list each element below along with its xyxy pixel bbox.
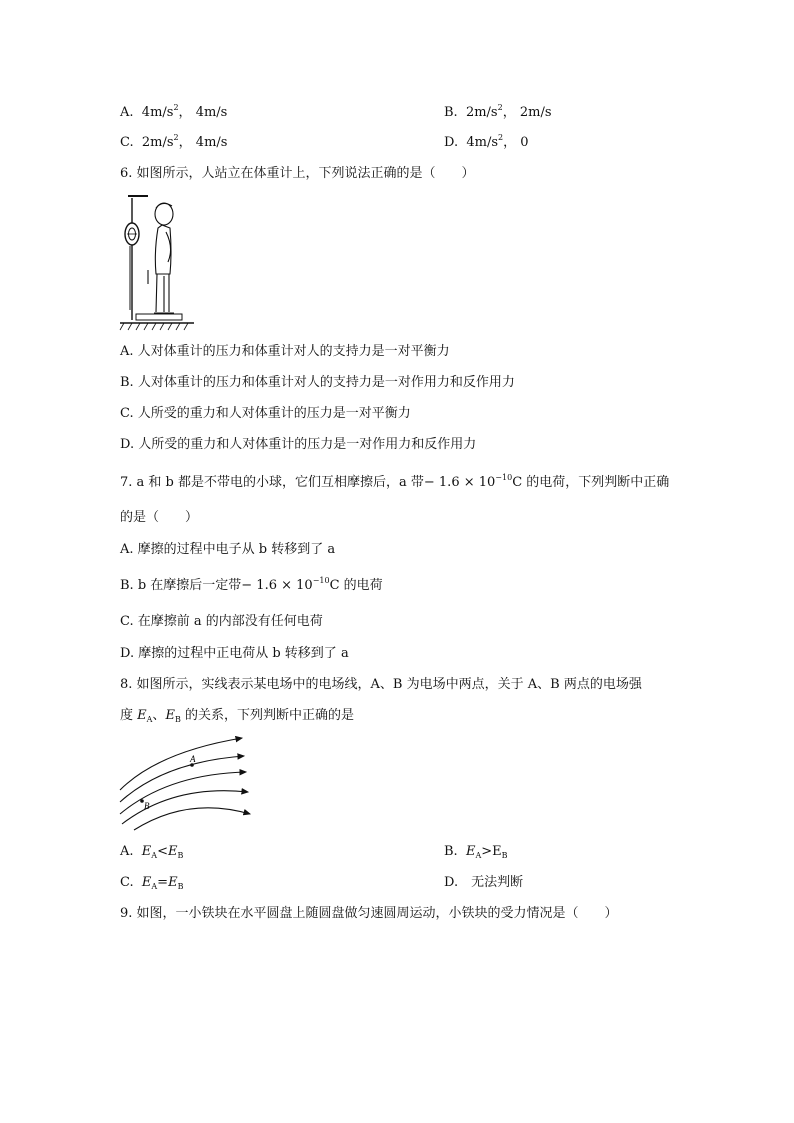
- q7-stem-line1: 7. a 和 b 都是不带电的小球，它们互相摩擦后，a 带− $1.6 \times 10^{-10}C$ 的电荷，下列判断中正确: [120, 473, 670, 490]
- scale-figure: [118, 192, 198, 332]
- q8-option-d: D. 无法判断: [444, 875, 524, 890]
- electric-field-figure: [118, 732, 258, 832]
- q7-stem-line2: 的是（ ）: [120, 510, 199, 525]
- q7-option-a: A. 摩擦的过程中电子从 b 转移到了 a: [120, 542, 336, 557]
- q5-option-c: C. $2m/s^2$， 4m/s: [120, 133, 228, 150]
- point-b-label: B: [144, 801, 150, 811]
- person-figure: [148, 203, 174, 313]
- q8-option-c: C. $E_A=E_B$: [120, 875, 184, 891]
- q7-option-d: D. 摩擦的过程中正电荷从 b 转移到了 a: [120, 646, 349, 661]
- q6-option-d: D. 人所受的重力和人对体重计的压力是一对作用力和反作用力: [120, 437, 477, 452]
- q7-option-b: B. b 在摩擦后一定带− $1.6 \times 10^{-10}C$ 的电荷: [120, 576, 383, 593]
- q6-stem: 6. 如图所示，人站立在体重计上，下列说法正确的是（ ）: [120, 166, 475, 181]
- q7-charge: − 1.6 × 10: [423, 475, 496, 490]
- q9-stem: 9. 如图，一小铁块在水平圆盘上随圆盘做匀速圆周运动，小铁块的受力情况是（ ）: [120, 906, 618, 921]
- point-a-label: A: [190, 754, 196, 764]
- q8-option-b: B. $E_A>E_B$: [444, 844, 508, 860]
- q5-option-d: D. $4m/s^2$， 0: [444, 133, 529, 150]
- q6-option-c: C. 人所受的重力和人对体重计的压力是一对平衡力: [120, 406, 411, 421]
- q7-option-c: C. 在摩擦前 a 的内部没有任何电荷: [120, 614, 323, 629]
- q8-option-a: A. $E_A<E_B$: [120, 844, 184, 860]
- q5-option-a: A. $4m/s^2$， 4m/s: [120, 103, 228, 120]
- q6-option-b: B. 人对体重计的压力和体重计对人的支持力是一对作用力和反作用力: [120, 375, 515, 390]
- q5-option-b: B. $2m/s^2$， 2m/s: [444, 103, 552, 120]
- q6-option-a: A. 人对体重计的压力和体重计对人的支持力是一对平衡力: [120, 344, 450, 359]
- q8-stem-line2: 度 $E_A$、$E_B$ 的关系，下列判断中正确的是: [120, 708, 354, 724]
- q8-stem-line1: 8. 如图所示，实线表示某电场中的电场线，A、B 为电场中两点，关于 A、B 两点的电场强: [120, 677, 642, 692]
